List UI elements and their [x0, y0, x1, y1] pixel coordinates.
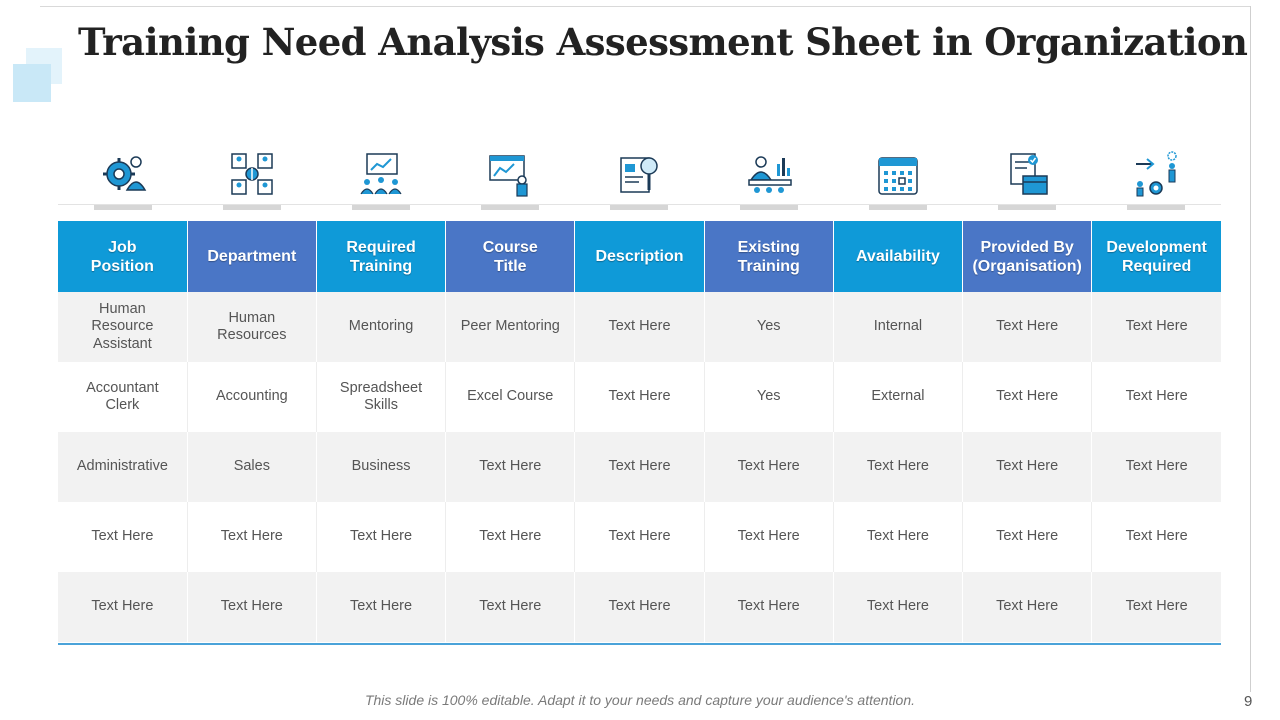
table-cell: Text Here [1092, 432, 1221, 502]
table-cell: Text Here [575, 292, 704, 362]
icon-shadow [94, 205, 152, 210]
table-cell: Human Resources [187, 292, 316, 362]
table-cell: Accountant Clerk [58, 362, 187, 432]
table-cell: Text Here [704, 432, 833, 502]
table-cell: Human Resource Assistant [58, 292, 187, 362]
icon-baseline [58, 204, 1221, 205]
provided-by-icon-cell [962, 148, 1091, 210]
table-cell: Text Here [187, 502, 316, 572]
table-cell: Text Here [316, 502, 445, 572]
description-icon-cell [575, 148, 704, 210]
table-cell: Text Here [316, 572, 445, 642]
table-header-row [58, 221, 1221, 292]
table-cell: Text Here [833, 572, 962, 642]
meeting-chart-icon [745, 150, 793, 198]
table-cell: Mentoring [316, 292, 445, 362]
icon-shadow [869, 205, 927, 210]
column-header: Description [575, 221, 704, 292]
table-cell: Internal [833, 292, 962, 362]
slide-frame-right [1250, 6, 1251, 692]
table-cell: Text Here [575, 432, 704, 502]
table-cell: Sales [187, 432, 316, 502]
column-header: Course Title [446, 221, 575, 292]
column-header: Required Training [316, 221, 445, 292]
table-cell: Text Here [963, 362, 1092, 432]
table-cell: Text Here [575, 502, 704, 572]
column-header: Availability [833, 221, 962, 292]
table-cell: Yes [704, 292, 833, 362]
slide-title: Training Need Analysis Assessment Sheet in Organization [78, 20, 1248, 64]
table-cell: Text Here [833, 432, 962, 502]
required-training-icon-cell [316, 148, 445, 210]
table-cell: Text Here [963, 432, 1092, 502]
decorative-square [13, 64, 51, 102]
column-header: Job Position [58, 221, 187, 292]
column-header: Existing Training [704, 221, 833, 292]
department-icon-cell [187, 148, 316, 210]
table-cell: Text Here [1092, 502, 1221, 572]
table-row [58, 292, 1221, 362]
icon-shadow [610, 205, 668, 210]
table-cell: Text Here [1092, 572, 1221, 642]
availability-icon-cell [833, 148, 962, 210]
table-row [58, 362, 1221, 432]
existing-training-icon-cell [704, 148, 833, 210]
documents-box-icon [1003, 150, 1051, 198]
assessment-table [58, 221, 1221, 642]
presenter-board-icon [486, 150, 534, 198]
icon-shadow [223, 205, 281, 210]
table-cell: Text Here [58, 502, 187, 572]
table-cell: Text Here [446, 432, 575, 502]
table-row [58, 502, 1221, 572]
table-body [58, 292, 1221, 642]
column-icons-row [58, 148, 1221, 210]
table-cell: Accounting [187, 362, 316, 432]
table-cell: Text Here [575, 572, 704, 642]
footer-note: This slide is 100% editable. Adapt it to your needs and capture your audience's attention. [364, 692, 916, 708]
table-cell: Text Here [833, 502, 962, 572]
table-cell: Text Here [1092, 362, 1221, 432]
page-number: 9 [1244, 693, 1253, 710]
document-search-icon [615, 150, 663, 198]
column-header: Development Required [1092, 221, 1221, 292]
table-cell: Business [316, 432, 445, 502]
table-cell: Spreadsheet Skills [316, 362, 445, 432]
presentation-audience-icon [357, 150, 405, 198]
table-cell: Text Here [187, 572, 316, 642]
icon-shadow [352, 205, 410, 210]
gear-person-icon [99, 150, 147, 198]
table-cell: Administrative [58, 432, 187, 502]
table-cell: Text Here [963, 292, 1092, 362]
slide-frame-top [40, 6, 1251, 7]
table-bottom-line [58, 643, 1221, 645]
table-cell: Text Here [446, 572, 575, 642]
table-cell: Yes [704, 362, 833, 432]
job-position-icon-cell [58, 148, 187, 210]
calendar-icon [874, 150, 922, 198]
table-cell: External [833, 362, 962, 432]
icon-shadow [481, 205, 539, 210]
table-cell: Text Here [1092, 292, 1221, 362]
icon-shadow [740, 205, 798, 210]
table-cell: Text Here [963, 572, 1092, 642]
team-network-icon [228, 150, 276, 198]
table-cell: Text Here [575, 362, 704, 432]
column-header: Provided By (Organisation) [963, 221, 1092, 292]
table-cell: Text Here [704, 502, 833, 572]
icon-shadow [998, 205, 1056, 210]
course-title-icon-cell [446, 148, 575, 210]
table-cell: Excel Course [446, 362, 575, 432]
development-growth-icon [1132, 150, 1180, 198]
table-cell: Text Here [446, 502, 575, 572]
table-cell: Peer Mentoring [446, 292, 575, 362]
column-header: Department [187, 221, 316, 292]
development-required-icon-cell [1092, 148, 1221, 210]
table-row [58, 572, 1221, 642]
table-cell: Text Here [963, 502, 1092, 572]
table-cell: Text Here [58, 572, 187, 642]
table-row [58, 432, 1221, 502]
icon-shadow [1127, 205, 1185, 210]
table-cell: Text Here [704, 572, 833, 642]
